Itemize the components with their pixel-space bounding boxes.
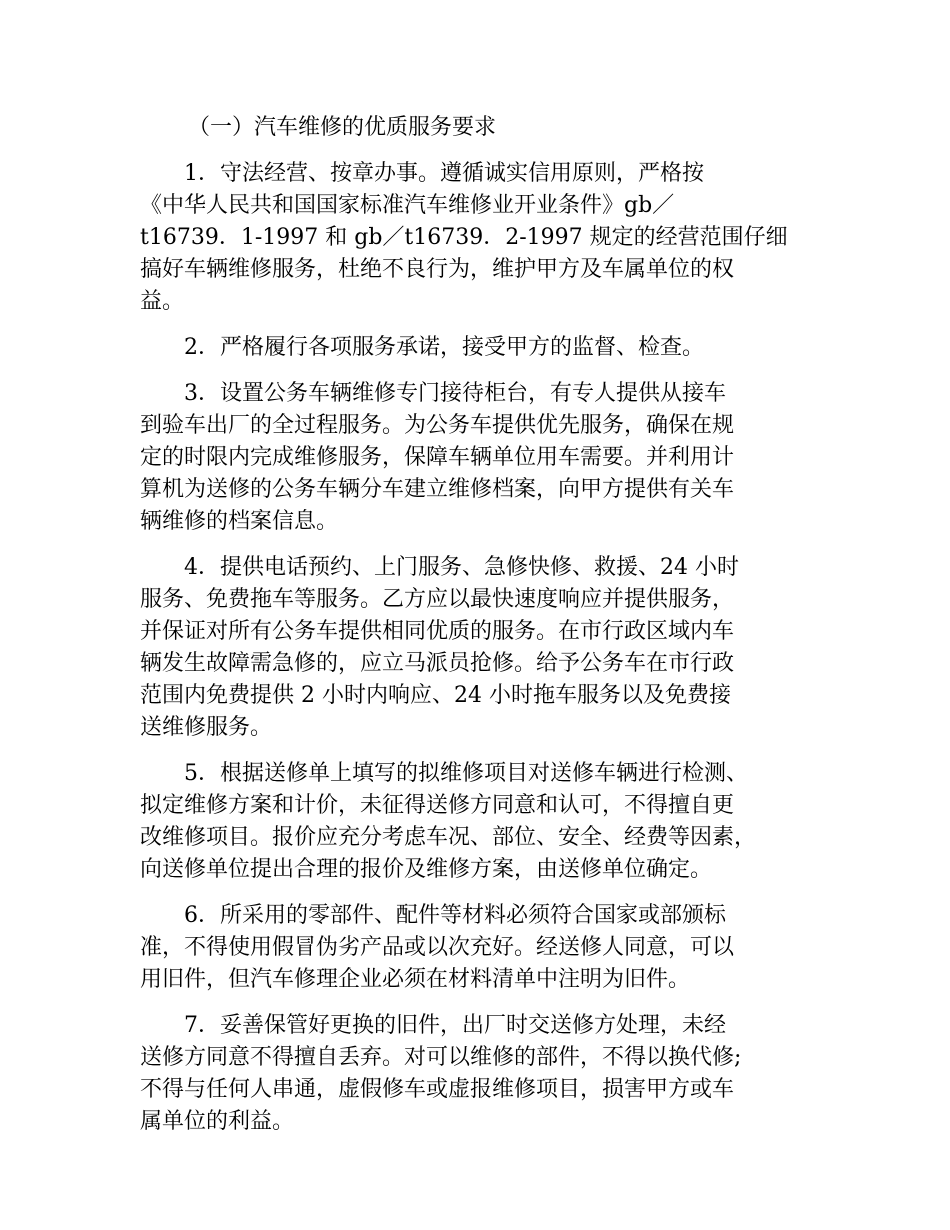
paragraph-line: 并保证对所有公务车提供相同优质的服务。在市行政区域内车 [140,619,735,644]
paragraph-line: 服务、免费拖车等服务。乙方应以最快速度响应并提供服务， [140,587,735,612]
paragraph-line: 5．根据送修单上填写的拟维修项目对送修车辆进行检测、 [184,761,748,786]
paragraph-2 [140,332,816,364]
paragraph-line: 定的时限内完成维修服务，保障车辆单位用车需要。并利用计 [140,445,735,470]
paragraph-line: 7．妥善保管好更换的旧件，出厂时交送修方处理，未经 [184,1013,726,1038]
paragraph-1 [140,158,816,318]
paragraph-line: 属单位的利益。 [140,1109,295,1134]
paragraph-6 [140,900,816,996]
paragraph-line: t16739．1-1997 和 gb／t16739．2-1997 规定的经营范围仔细 [140,225,788,250]
paragraph-line: 辆维修的档案信息。 [140,509,339,534]
paragraph-line: 算机为送修的公务车辆分车建立维修档案，向甲方提供有关车 [140,477,735,502]
paragraph-line: 搞好车辆维修服务，杜绝不良行为，维护甲方及车属单位的权 [140,257,735,282]
paragraph-line: 4．提供电话预约、上门服务、急修快修、救援、24 小时 [184,555,739,580]
paragraph-line: 到验车出厂的全过程服务。为公务车提供优先服务，确保在规 [140,413,735,438]
paragraph-line: 送修方同意不得擅自丢弃。对可以维修的部件，不得以换代修; [140,1045,742,1070]
paragraph-line: 送维修服务。 [140,715,273,740]
paragraph-line: 用旧件，但汽车修理企业必须在材料清单中注明为旧件。 [140,967,691,992]
paragraph-line: 准，不得使用假冒伪劣产品或以次充好。经送修人同意，可以 [140,935,735,960]
section-heading: （一）汽车维修的优质服务要求 [188,115,497,140]
paragraph-5 [140,758,816,886]
paragraph-line: 1．守法经营、按章办事。遵循诚实信用原则，严格按 [184,161,704,186]
paragraph-line: 范围内免费提供 2 小时内响应、24 小时拖车服务以及免费接 [140,683,731,708]
paragraph-line: 改维修项目。报价应充分考虑车况、部位、安全、经费等因素， [140,825,757,850]
paragraph-line: 3．设置公务车辆维修专门接待柜台，有专人提供从接车 [184,381,726,406]
paragraph-line: 拟定维修方案和计价，未征得送修方同意和认可，不得擅自更 [140,793,735,818]
paragraph-line: 不得与任何人串通，虚假修车或虚报维修项目，损害甲方或车 [140,1077,735,1102]
paragraph-line: 2．严格履行各项服务承诺，接受甲方的监督、检查。 [184,335,704,360]
paragraph-line: 6．所采用的零部件、配件等材料必须符合国家或部颁标 [184,903,726,928]
paragraph-line: 向送修单位提出合理的报价及维修方案，由送修单位确定。 [140,857,713,882]
paragraph-3 [140,378,816,538]
document-page [140,112,816,1152]
paragraph-line: 益。 [140,289,185,314]
paragraph-line: 《中华人民共和国国家标准汽车维修业开业条件》gb／ [140,193,675,218]
paragraph-7 [140,1010,816,1138]
paragraph-4 [140,552,816,744]
paragraph-line: 辆发生故障需急修的，应立马派员抢修。给予公务车在市行政 [140,651,735,676]
